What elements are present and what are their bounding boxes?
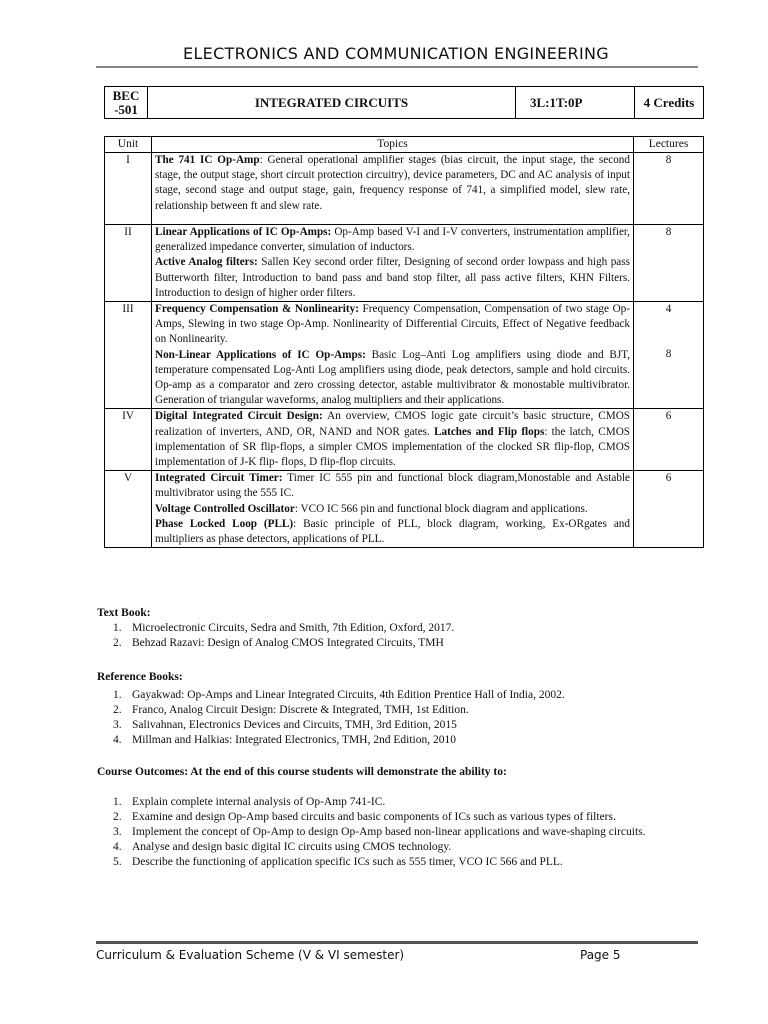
list-item: 2. Behzad Razavi: Design of Analog CMOS Integrated Circuits, TMH (113, 637, 444, 649)
unit-topics: Integrated Circuit Timer: Timer IC 555 pin and functional block diagram,Monostable and Astable multivibrator using the 555 IC. Voltage Controlled Oscillator: VCO IC 566 pin and functional block diagram and applications. Phase Locked Loop (PLL): Basic principle of PLL, block diagram, working, Ex-ORgates and multipliers as phase detectors, applications of PLL. (152, 471, 634, 548)
unit-lectures: 6 (634, 471, 704, 548)
textbook-section (97, 606, 707, 651)
page-number: Page 5 (580, 948, 621, 962)
table-row (105, 225, 704, 302)
unit-topics: Frequency Compensation & Nonlinearity: Frequency Compensation, Compensation of two stage Op-Amps, Slewing in two stage Op-Amp. Nonlinearity of Differential Circuits, Effect of Negative feedback on Nonlinearity. Non-Linear Applications of IC Op-Amps: Basic Log–Anti Log amplifiers using diode and BJT, temperature compensated Log-Anti Log amplifiers using diode, peak detectors, sample and hold circuits. Op-amp as a comparator and zero crossing detector, astable multivibrator & monostable multivibrator. Generation of triangular waveforms, analog multipliers and their applications. (152, 302, 634, 409)
table-row (105, 409, 704, 471)
course-credits: 4 Credits (635, 87, 704, 119)
list-item: 5. Describe the functioning of application specific ICs such as 555 timer, VCO IC 566 and PLL. (113, 856, 563, 868)
unit-number: II (105, 225, 152, 302)
list-item: 4. Analyse and design basic digital IC circuits using CMOS technology. (113, 841, 452, 853)
syllabus-header-row (105, 137, 704, 153)
list-item: 3. Implement the concept of Op-Amp to design Op-Amp based non-linear applications and wave-shaping circuits. (113, 826, 646, 838)
table-row (105, 153, 704, 225)
unit-number: I (105, 153, 152, 225)
syllabus-table (104, 136, 704, 548)
list-item: 1. Gayakwad: Op-Amps and Linear Integrated Circuits, 4th Edition Prentice Hall of India, 2002. (113, 689, 565, 701)
unit-topics: The 741 IC Op-Amp: General operational amplifier stages (bias circuit, the input stage, the second stage, the output stage, short circuit protection circuitry), device parameters, DC and AC analysis of input stage, second stage and output stage, gain, frequency response of 741, a simplified model, slew rate, relationship between ft and slew rate. (152, 153, 634, 225)
reference-title: Reference Books: (97, 671, 183, 683)
unit-header: Unit (105, 137, 152, 153)
unit-lectures: 8 (634, 225, 704, 302)
unit-lectures: 6 (634, 409, 704, 471)
list-item: 4. Millman and Halkias: Integrated Electronics, TMH, 2nd Edition, 2010 (113, 734, 456, 746)
course-ltp: 3L:1T:0P (516, 87, 635, 119)
topics-header: Topics (152, 137, 634, 153)
lectures-header: Lectures (634, 137, 704, 153)
list-item: 2. Franco, Analog Circuit Design: Discrete & Integrated, TMH, 1st Edition. (113, 704, 469, 716)
footer-scheme: Curriculum & Evaluation Scheme (V & VI semester) (96, 948, 405, 962)
unit-topics: Linear Applications of IC Op-Amps: Op-Amp based V-I and I-V converters, instrumentation amplifier, generalized impedance converter, simulation of inductors. Active Analog filters: Sallen Key second order filter, Designing of second order lowpass and high pass Butterworth filter, Introduction to band pass and band stop filter, all pass active filters, KHN Filters. Introduction to design of higher order filters. (152, 225, 634, 302)
unit-number: III (105, 302, 152, 409)
reference-list (97, 688, 707, 748)
table-row (105, 471, 704, 548)
list-item: 3. Salivahnan, Electronics Devices and Circuits, TMH, 3rd Edition, 2015 (113, 719, 457, 731)
unit-lectures: 4 8 (634, 302, 704, 409)
list-item: 2. Examine and design Op-Amp based circuits and basic components of ICs such as various types of filters. (113, 811, 616, 823)
outcomes-section (97, 765, 707, 870)
course-info-table (104, 86, 704, 119)
unit-number: IV (105, 409, 152, 471)
textbook-title: Text Book: (97, 607, 151, 619)
header-divider (96, 66, 698, 68)
outcomes-list (97, 795, 707, 870)
course-name: INTEGRATED CIRCUITS (148, 87, 516, 119)
list-item: 1. Microelectronic Circuits, Sedra and Smith, 7th Edition, Oxford, 2017. (113, 622, 455, 634)
unit-lectures: 8 (634, 153, 704, 225)
list-item: 1. Explain complete internal analysis of Op-Amp 741-IC. (113, 796, 386, 808)
reference-section (97, 670, 707, 748)
unit-topics: Digital Integrated Circuit Design: An overview, CMOS logic gate circuit’s basic structure, CMOS realization of inverters, AND, OR, NAND and NOR gates. Latches and Flip flops: the latch, CMOS implementation of SR flip-flops, a simpler CMOS implementation of the clocked SR flip-flop, CMOS implementation of J-K flip- flops, D flip-flop circuits. (152, 409, 634, 471)
table-row (105, 302, 704, 409)
unit-number: V (105, 471, 152, 548)
outcomes-title: Course Outcomes: At the end of this course students will demonstrate the ability to: (97, 766, 507, 778)
page-title: ELECTRONICS AND COMMUNICATION ENGINEERING (183, 44, 609, 63)
course-code: BEC -501 (105, 87, 148, 119)
textbook-list (97, 621, 707, 651)
footer-divider (96, 941, 698, 944)
